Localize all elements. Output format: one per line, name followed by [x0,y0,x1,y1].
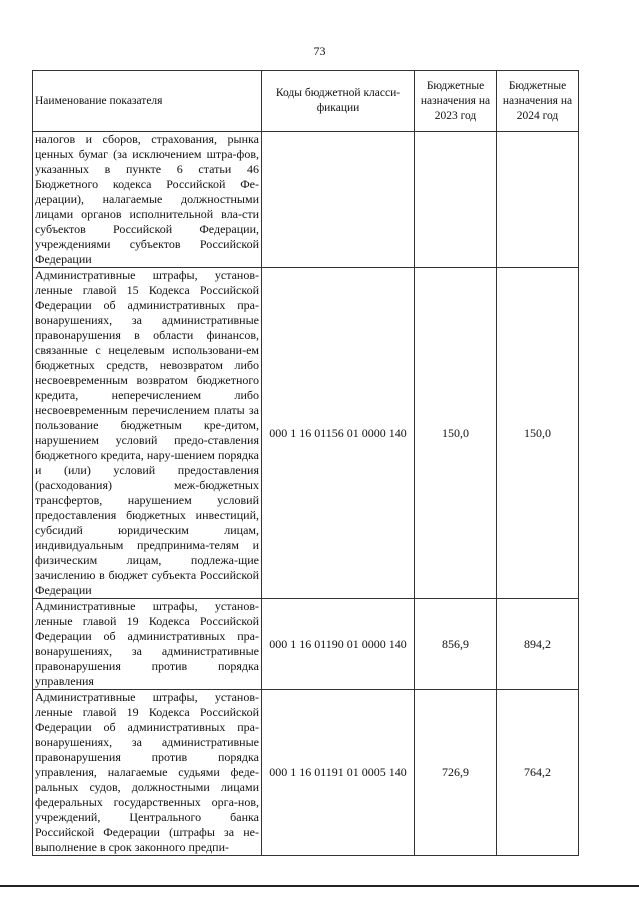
row-code: 000 1 16 01191 01 0005 140 [262,690,415,856]
row-value-2023: 150,0 [415,268,497,599]
row-value-2023: 856,9 [415,599,497,690]
table-row [33,132,579,268]
header-indicator-name: Наименование показателя [33,71,262,132]
header-budget-code: Коды бюджетной класси-фикации [262,71,415,132]
header-year-2024: Бюджетные назначения на 2024 год [497,71,579,132]
row-value-2023 [415,132,497,268]
table-row [33,268,579,599]
row-value-2024: 150,0 [497,268,579,599]
row-value-2024: 764,2 [497,690,579,856]
row-name: налогов и сборов, страхования, рынка ценных бумаг (за исключением штра-фов, указанных в пункте 6 статьи 46 Бюджетного кодекса Российской Фе-дерации), налагаемые должностными лицами органов исполнительной вла-сти субъектов Российской Федерации, учреждениями субъектов Российской Федерации [33,132,262,268]
row-code: 000 1 16 01156 01 0000 140 [262,268,415,599]
header-year-2023: Бюджетные назначения на 2023 год [415,71,497,132]
page-bottom-border [0,885,639,887]
row-value-2024 [497,132,579,268]
row-name: Административные штрафы, установ-ленные главой 19 Кодекса Российской Федерации об административных пра-вонарушениях, за административные правонарушения против порядка управления [33,599,262,690]
row-code [262,132,415,268]
table-row [33,690,579,856]
row-code: 000 1 16 01190 01 0000 140 [262,599,415,690]
row-name: Административные штрафы, установ-ленные главой 15 Кодекса Российской Федерации об административных пра-вонарушениях, за административные правонарушения в области финансов, связанные с нецелевым использовани-ем бюджетных средств, невозвратом либо несвоевременным возвратом бюджетного кредита, неперечислением либо несвоевременным перечислением платы за пользование бюджетным кре-дитом, нарушением условий предо-ставления бюджетного кредита, нару-шением порядка и (или) условий предоставления (расходования) меж-бюджетных трансфертов, нарушением условий предоставления бюджетных инвестиций, субсидий юридическим лицам, индивидуальным предпринима-телям и физическим лицам, подлежа-щие зачислению в бюджет субъекта Российской Федерации [33,268,262,599]
row-name: Административные штрафы, установ-ленные главой 19 Кодекса Российской Федерации об административных пра-вонарушениях, за административные правонарушения против порядка управления, налагаемые судьями феде-ральных судов, должностными лицами федеральных государственных орга-нов, учреждений, Центрального банка Российской Федерации (штрафы за не-выполнение в срок законного предпи- [33,690,262,856]
table-row [33,599,579,690]
row-value-2023: 726,9 [415,690,497,856]
table-header-row [33,71,579,132]
budget-table [32,70,579,856]
page-number: 73 [313,44,326,58]
row-value-2024: 894,2 [497,599,579,690]
